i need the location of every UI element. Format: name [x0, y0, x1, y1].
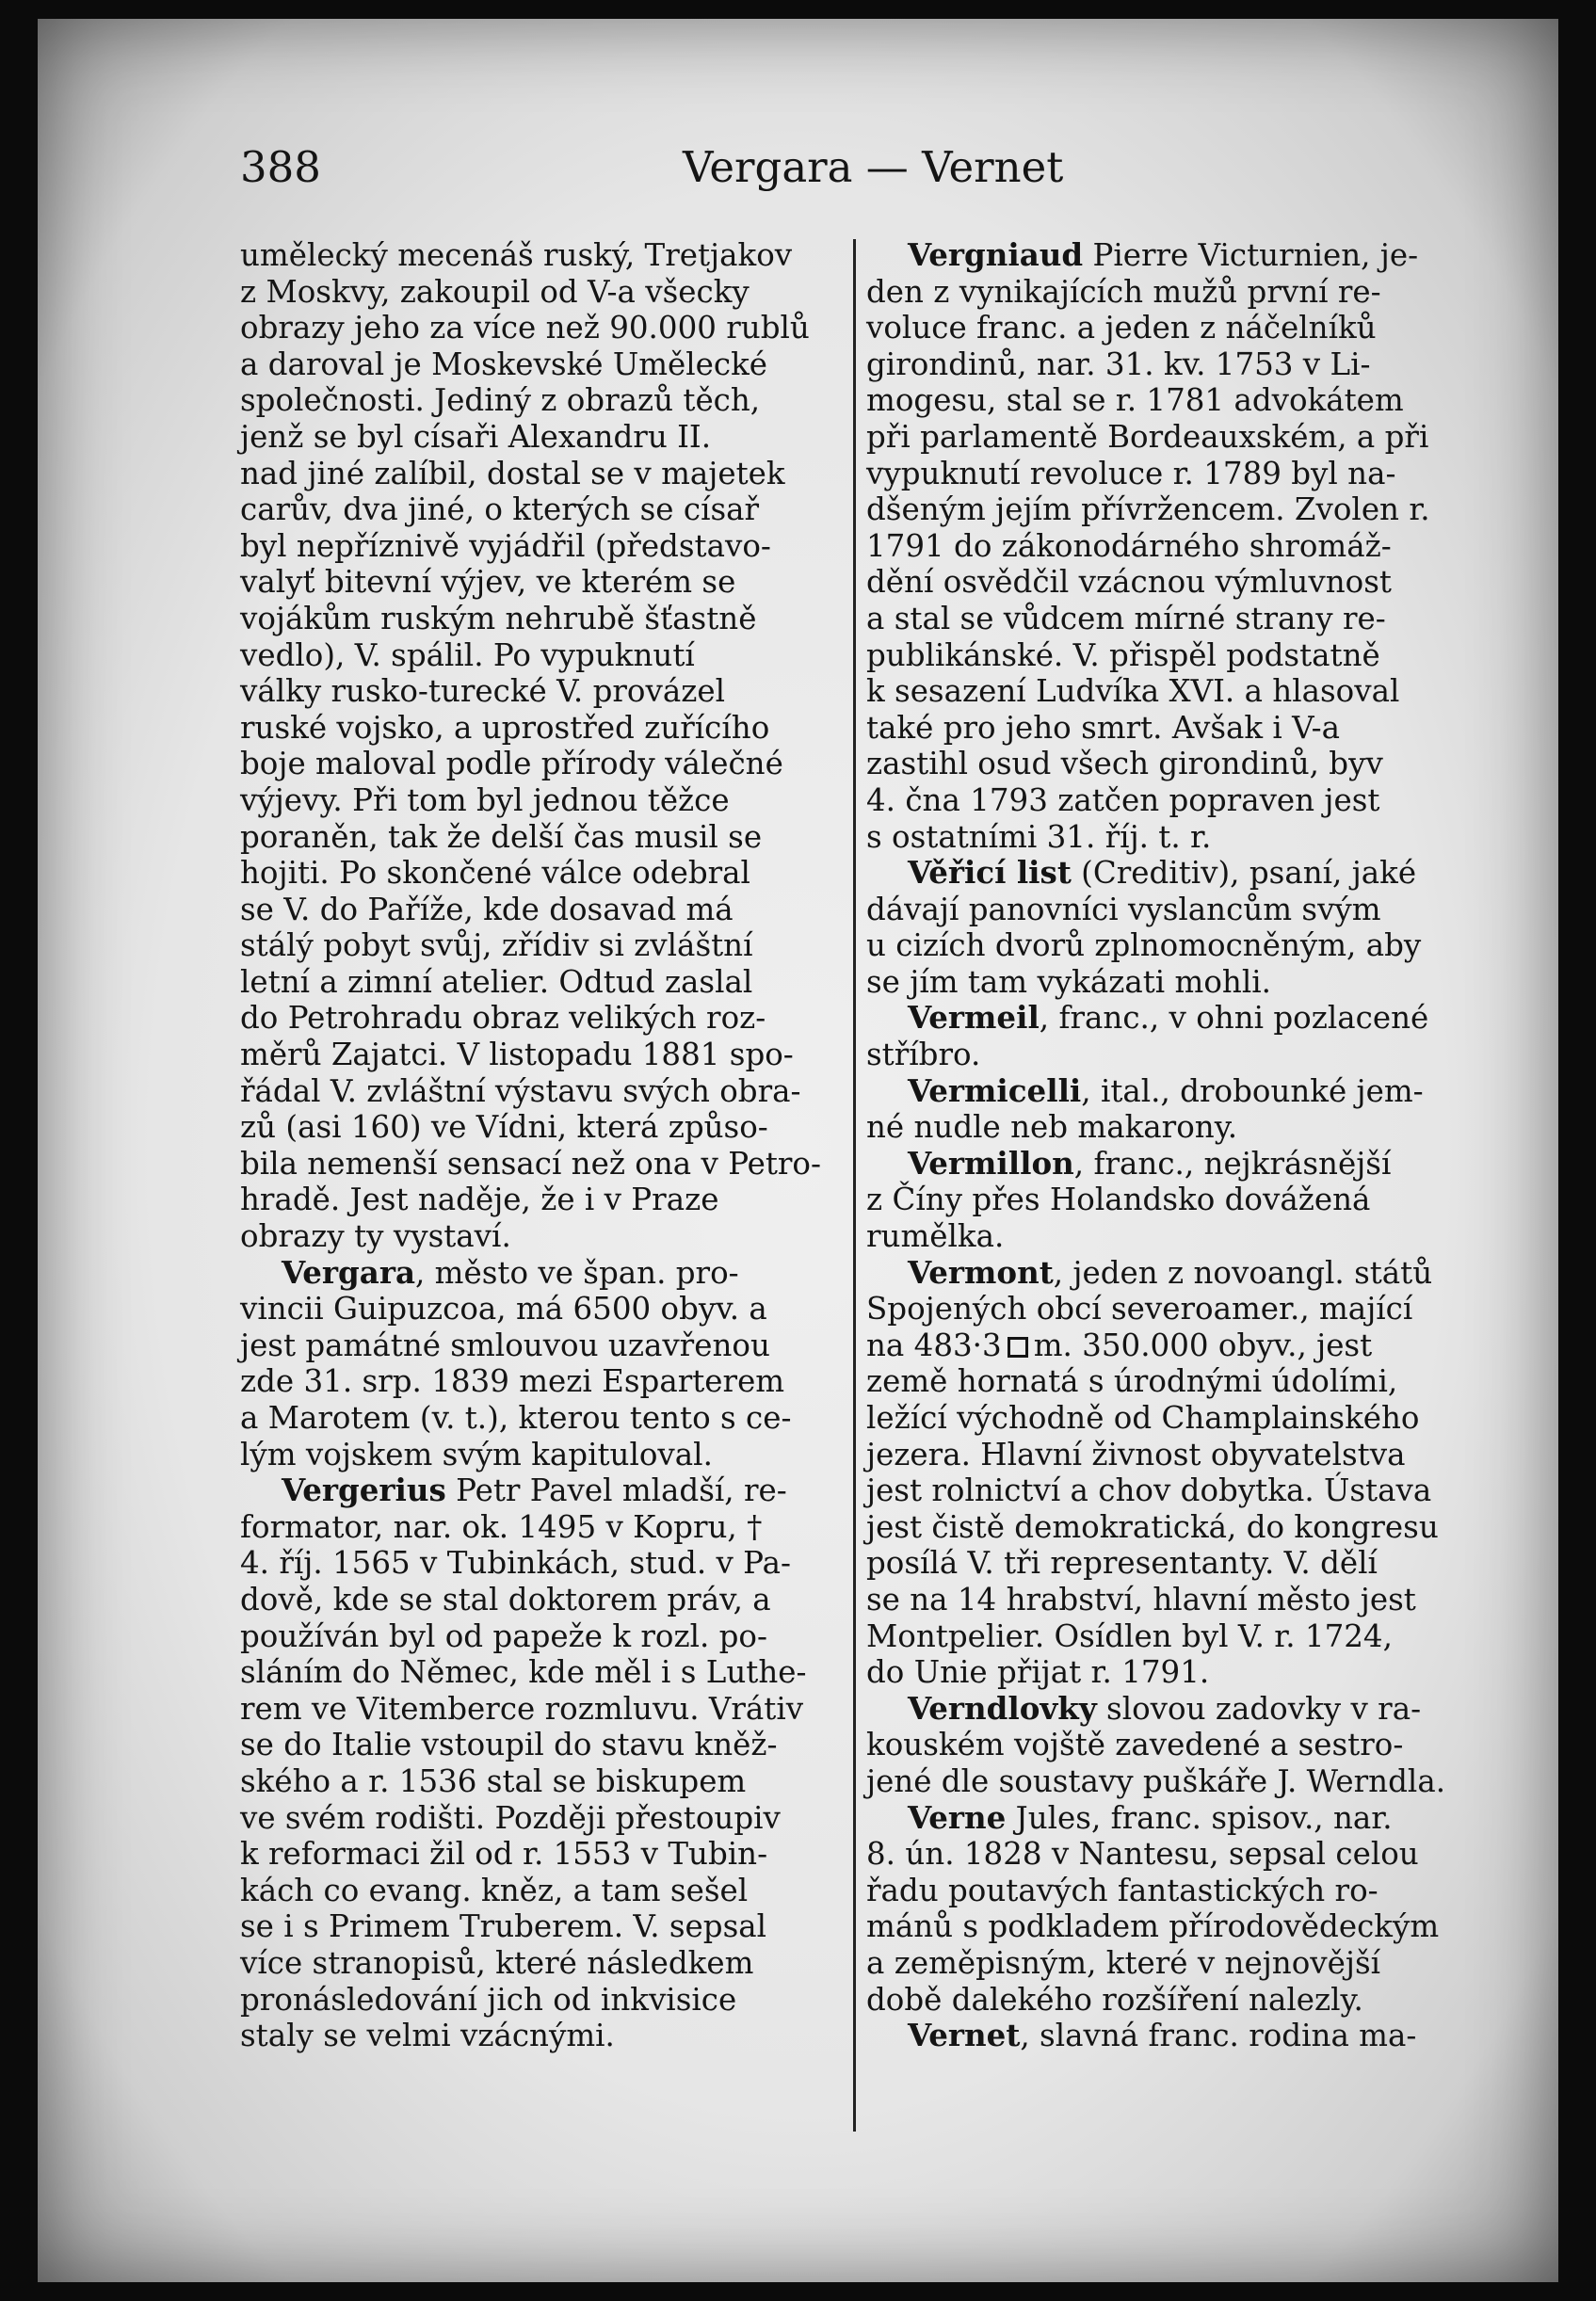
- text-line: války rusko-turecké V. provázel: [240, 673, 725, 710]
- headword: Verne: [908, 1798, 1007, 1836]
- text-line: dění osvědčil vzácnou výmluvnost: [866, 564, 1392, 601]
- text-line: a daroval je Moskevské Umělecké: [240, 346, 768, 382]
- text-line: kouském vojště zavedené a sestro-: [866, 1727, 1404, 1763]
- text-line: se jím tam vykázati mohli.: [866, 963, 1271, 1000]
- text-line: stálý pobyt svůj, zřídiv si zvláštní: [240, 927, 753, 964]
- text-line: hradě. Jest naděje, že i v Praze: [240, 1182, 719, 1218]
- text-line: vypuknutí revoluce r. 1789 byl na-: [866, 455, 1396, 491]
- entry-vernet: Vernet, slavná franc. rodina ma-: [908, 2017, 1417, 2054]
- headword: Vergara: [282, 1253, 415, 1291]
- text-line: pronásledování jich od inkvisice: [240, 1981, 737, 2018]
- text-line: staly se velmi vzácnými.: [240, 2018, 615, 2054]
- text-line: ruské vojsko, a uprostřed zuřícího: [240, 709, 770, 746]
- text-line: z Číny přes Holandsko dovážená: [866, 1182, 1371, 1218]
- text-line: 4. čna 1793 zatčen popraven jest: [866, 781, 1380, 818]
- headword: Vermillon: [908, 1144, 1074, 1182]
- left-column: [240, 237, 843, 2054]
- text-line: z Moskvy, zakoupil od V-a všecky: [240, 273, 750, 310]
- headword: Verndlovky: [908, 1689, 1097, 1727]
- text-line: 1791 do zákonodárného shromáž-: [866, 527, 1392, 564]
- text-line: né nudle neb makarony.: [866, 1109, 1238, 1146]
- dictionary-page: [38, 19, 1558, 2282]
- text-line: používán byl od papeže k rozl. po-: [240, 1617, 767, 1654]
- text-line: letní a zimní atelier. Odtud zaslal: [240, 963, 753, 1000]
- text-line: jezera. Hlavní živnost obyvatelstva: [866, 1436, 1406, 1472]
- text-line: řadu poutavých fantastických ro-: [866, 1872, 1378, 1908]
- text-line: u cizích dvorů zplnomocněným, aby: [866, 927, 1422, 964]
- headword: Vergerius: [282, 1472, 446, 1509]
- text-line: se na 14 hrabství, hlavní město jest: [866, 1581, 1416, 1617]
- text-line: země hornatá s úrodnými údolími,: [866, 1363, 1398, 1400]
- text-line: sláním do Němec, kde měl i s Luthe-: [240, 1654, 807, 1691]
- headword: Věřicí list: [908, 854, 1072, 892]
- text-line: ležící východně od Champlainského: [866, 1400, 1420, 1436]
- text-line: voluce franc. a jeden z náčelníků: [866, 310, 1377, 346]
- headword: Vergniaud: [908, 236, 1084, 273]
- text-line: zastihl osud všech girondinů, byv: [866, 746, 1383, 782]
- entry-vergniaud: Vergniaud Pierre Victurnien, je-: [908, 236, 1419, 273]
- text-line: výjevy. Při tom byl jednou těžce: [240, 781, 730, 818]
- text-line: do Unie přijat r. 1791.: [866, 1654, 1210, 1691]
- text-line: a zeměpisným, které v nejnovější: [866, 1944, 1381, 1981]
- text-line: dově, kde se stal doktorem práv, a: [240, 1581, 771, 1617]
- text-line: k sesazení Ludvíka XVI. a hlasoval: [866, 673, 1400, 710]
- text-line: rumělka.: [866, 1218, 1005, 1255]
- text-line: hojiti. Po skončené válce odebral: [240, 855, 750, 892]
- text-line: se V. do Paříže, kde dosavad má: [240, 891, 734, 927]
- headword: Vernet: [908, 2017, 1021, 2054]
- entry-vermeil: Vermeil, franc., v ohni pozlacené: [908, 999, 1429, 1037]
- text-line: lým vojskem svým kapituloval.: [240, 1436, 713, 1472]
- entry-vermont: Vermont, jeden z novoangl. států: [908, 1253, 1433, 1291]
- text-line: zde 31. srp. 1839 mezi Esparterem: [240, 1363, 785, 1400]
- text-line: bila nemenší sensací než ona v Petro-: [240, 1145, 821, 1182]
- entry-vergara: Vergara, město ve špan. pro-: [282, 1253, 739, 1291]
- square-mile-symbol-icon: [1008, 1337, 1028, 1358]
- text-line: vincii Guipuzcoa, má 6500 obyv. a: [240, 1291, 767, 1328]
- headword: Vermicelli: [908, 1071, 1082, 1109]
- entry-verne: Verne Jules, franc. spisov., nar.: [908, 1798, 1393, 1836]
- text-line: rem ve Vitemberce rozmluvu. Vrátiv: [240, 1690, 804, 1727]
- text-line: do Petrohradu obraz velikých roz-: [240, 1000, 766, 1037]
- text-line: obrazy ty vystaví.: [240, 1218, 511, 1255]
- text-fragment: na 483·3: [866, 1327, 1002, 1363]
- text-line: Spojených obcí severoamer., mající: [866, 1291, 1413, 1328]
- text-line: více stranopisů, které následkem: [240, 1944, 754, 1981]
- text-line: kách co evang. kněz, a tam sešel: [240, 1872, 749, 1908]
- text-line: době dalekého rozšíření nalezly.: [866, 1981, 1363, 2018]
- text-line: nad jiné zalíbil, dostal se v majetek: [240, 455, 785, 491]
- text-line: jest rolnictví a chov dobytka. Ústava: [866, 1472, 1432, 1509]
- text-line: ského a r. 1536 stal se biskupem: [240, 1762, 747, 1799]
- entry-vermicelli: Vermicelli, ital., drobounké jem-: [908, 1071, 1424, 1109]
- text-line: carův, dva jiné, o kterých se císař: [240, 491, 760, 528]
- text-fragment: m. 350.000 obyv., jest: [1033, 1327, 1373, 1363]
- text-line: dšeným jejím přívržencem. Zvolen r.: [866, 491, 1430, 528]
- right-column: [866, 237, 1488, 2054]
- page-number: 388: [240, 142, 321, 192]
- text-line: valyť bitevní výjev, ve kterém se: [240, 564, 736, 601]
- text-line: a Marotem (v. t.), kterou tento s ce-: [240, 1400, 792, 1436]
- text-line: také pro jeho smrt. Avšak i V-a: [866, 709, 1340, 746]
- entry-vermillon: Vermillon, franc., nejkrásnější: [908, 1144, 1392, 1182]
- text-line: posílá V. tři representanty. V. dělí: [866, 1545, 1378, 1582]
- text-line: jenž se byl císaři Alexandru II.: [240, 418, 712, 455]
- entry-verndlovky: Verndlovky slovou zadovky v ra-: [908, 1689, 1422, 1727]
- page-header: [240, 139, 1088, 196]
- text-line: dávají panovníci vyslancům svým: [866, 891, 1381, 927]
- text-line: stříbro.: [866, 1037, 981, 1073]
- text-line: formator, nar. ok. 1495 v Kopru, †: [240, 1508, 763, 1545]
- text-line: k reformaci žil od r. 1553 v Tubin-: [240, 1836, 768, 1873]
- text-line: 8. ún. 1828 v Nantesu, sepsal celou: [866, 1836, 1419, 1873]
- text-line: řádal V. zvláštní výstavu svých obra-: [240, 1072, 801, 1109]
- text-line: se i s Primem Truberem. V. sepsal: [240, 1908, 767, 1945]
- text-line: obrazy jeho za více než 90.000 rublů: [240, 310, 810, 346]
- running-title: Vergara — Vernet: [683, 142, 1064, 192]
- text-line: se do Italie vstoupil do stavu kněž-: [240, 1727, 778, 1763]
- text-line: boje maloval podle přírody válečné: [240, 746, 783, 782]
- text-line: a stal se vůdcem mírné strany re-: [866, 600, 1386, 636]
- text-line: mogesu, stal se r. 1781 advokátem: [866, 382, 1404, 419]
- column-divider: [853, 239, 856, 2132]
- entry-vericilist: Věřicí list (Creditiv), psaní, jaké: [908, 854, 1417, 892]
- text-line: umělecký mecenáš ruský, Tretjakov: [240, 237, 793, 273]
- text-line: den z vynikajících mužů první re-: [866, 273, 1381, 310]
- text-line: ve svém rodišti. Později přestoupiv: [240, 1799, 781, 1836]
- text-line: mánů s podkladem přírodovědeckým: [866, 1908, 1440, 1945]
- headword: Vermont: [908, 1253, 1054, 1291]
- text-line: vojákům ruským nehrubě šťastně: [240, 600, 757, 636]
- text-line: publikánské. V. přispěl podstatně: [866, 636, 1380, 673]
- text-line: byl nepříznivě vyjádřil (představo-: [240, 527, 771, 564]
- text-line: společnosti. Jediný z obrazů těch,: [240, 382, 761, 419]
- text-line: Montpelier. Osídlen byl V. r. 1724,: [866, 1617, 1393, 1654]
- text-line: jené dle soustavy puškáře J. Werndla.: [866, 1762, 1446, 1799]
- text-line: 4. říj. 1565 v Tubinkách, stud. v Pa-: [240, 1545, 791, 1582]
- text-line: girondinů, nar. 31. kv. 1753 v Li-: [866, 346, 1371, 382]
- text-line: s ostatními 31. říj. t. r.: [866, 818, 1212, 855]
- entry-vergerius: Vergerius Petr Pavel mladší, re-: [282, 1472, 787, 1509]
- text-line: při parlamentě Bordeauxském, a při: [866, 418, 1429, 455]
- text-line: poraněn, tak že delší čas musil se: [240, 818, 763, 855]
- text-line: jest čistě demokratická, do kongresu: [866, 1508, 1439, 1545]
- text-line: měrů Zajatci. V listopadu 1881 spo-: [240, 1037, 794, 1073]
- text-line: jest památné smlouvou uzavřenou: [240, 1327, 770, 1363]
- text-line-area: [866, 1328, 1488, 1364]
- headword: Vermeil: [908, 999, 1040, 1037]
- text-line: vedlo), V. spálil. Po vypuknutí: [240, 636, 695, 673]
- text-line: zů (asi 160) ve Vídni, která způso-: [240, 1109, 768, 1146]
